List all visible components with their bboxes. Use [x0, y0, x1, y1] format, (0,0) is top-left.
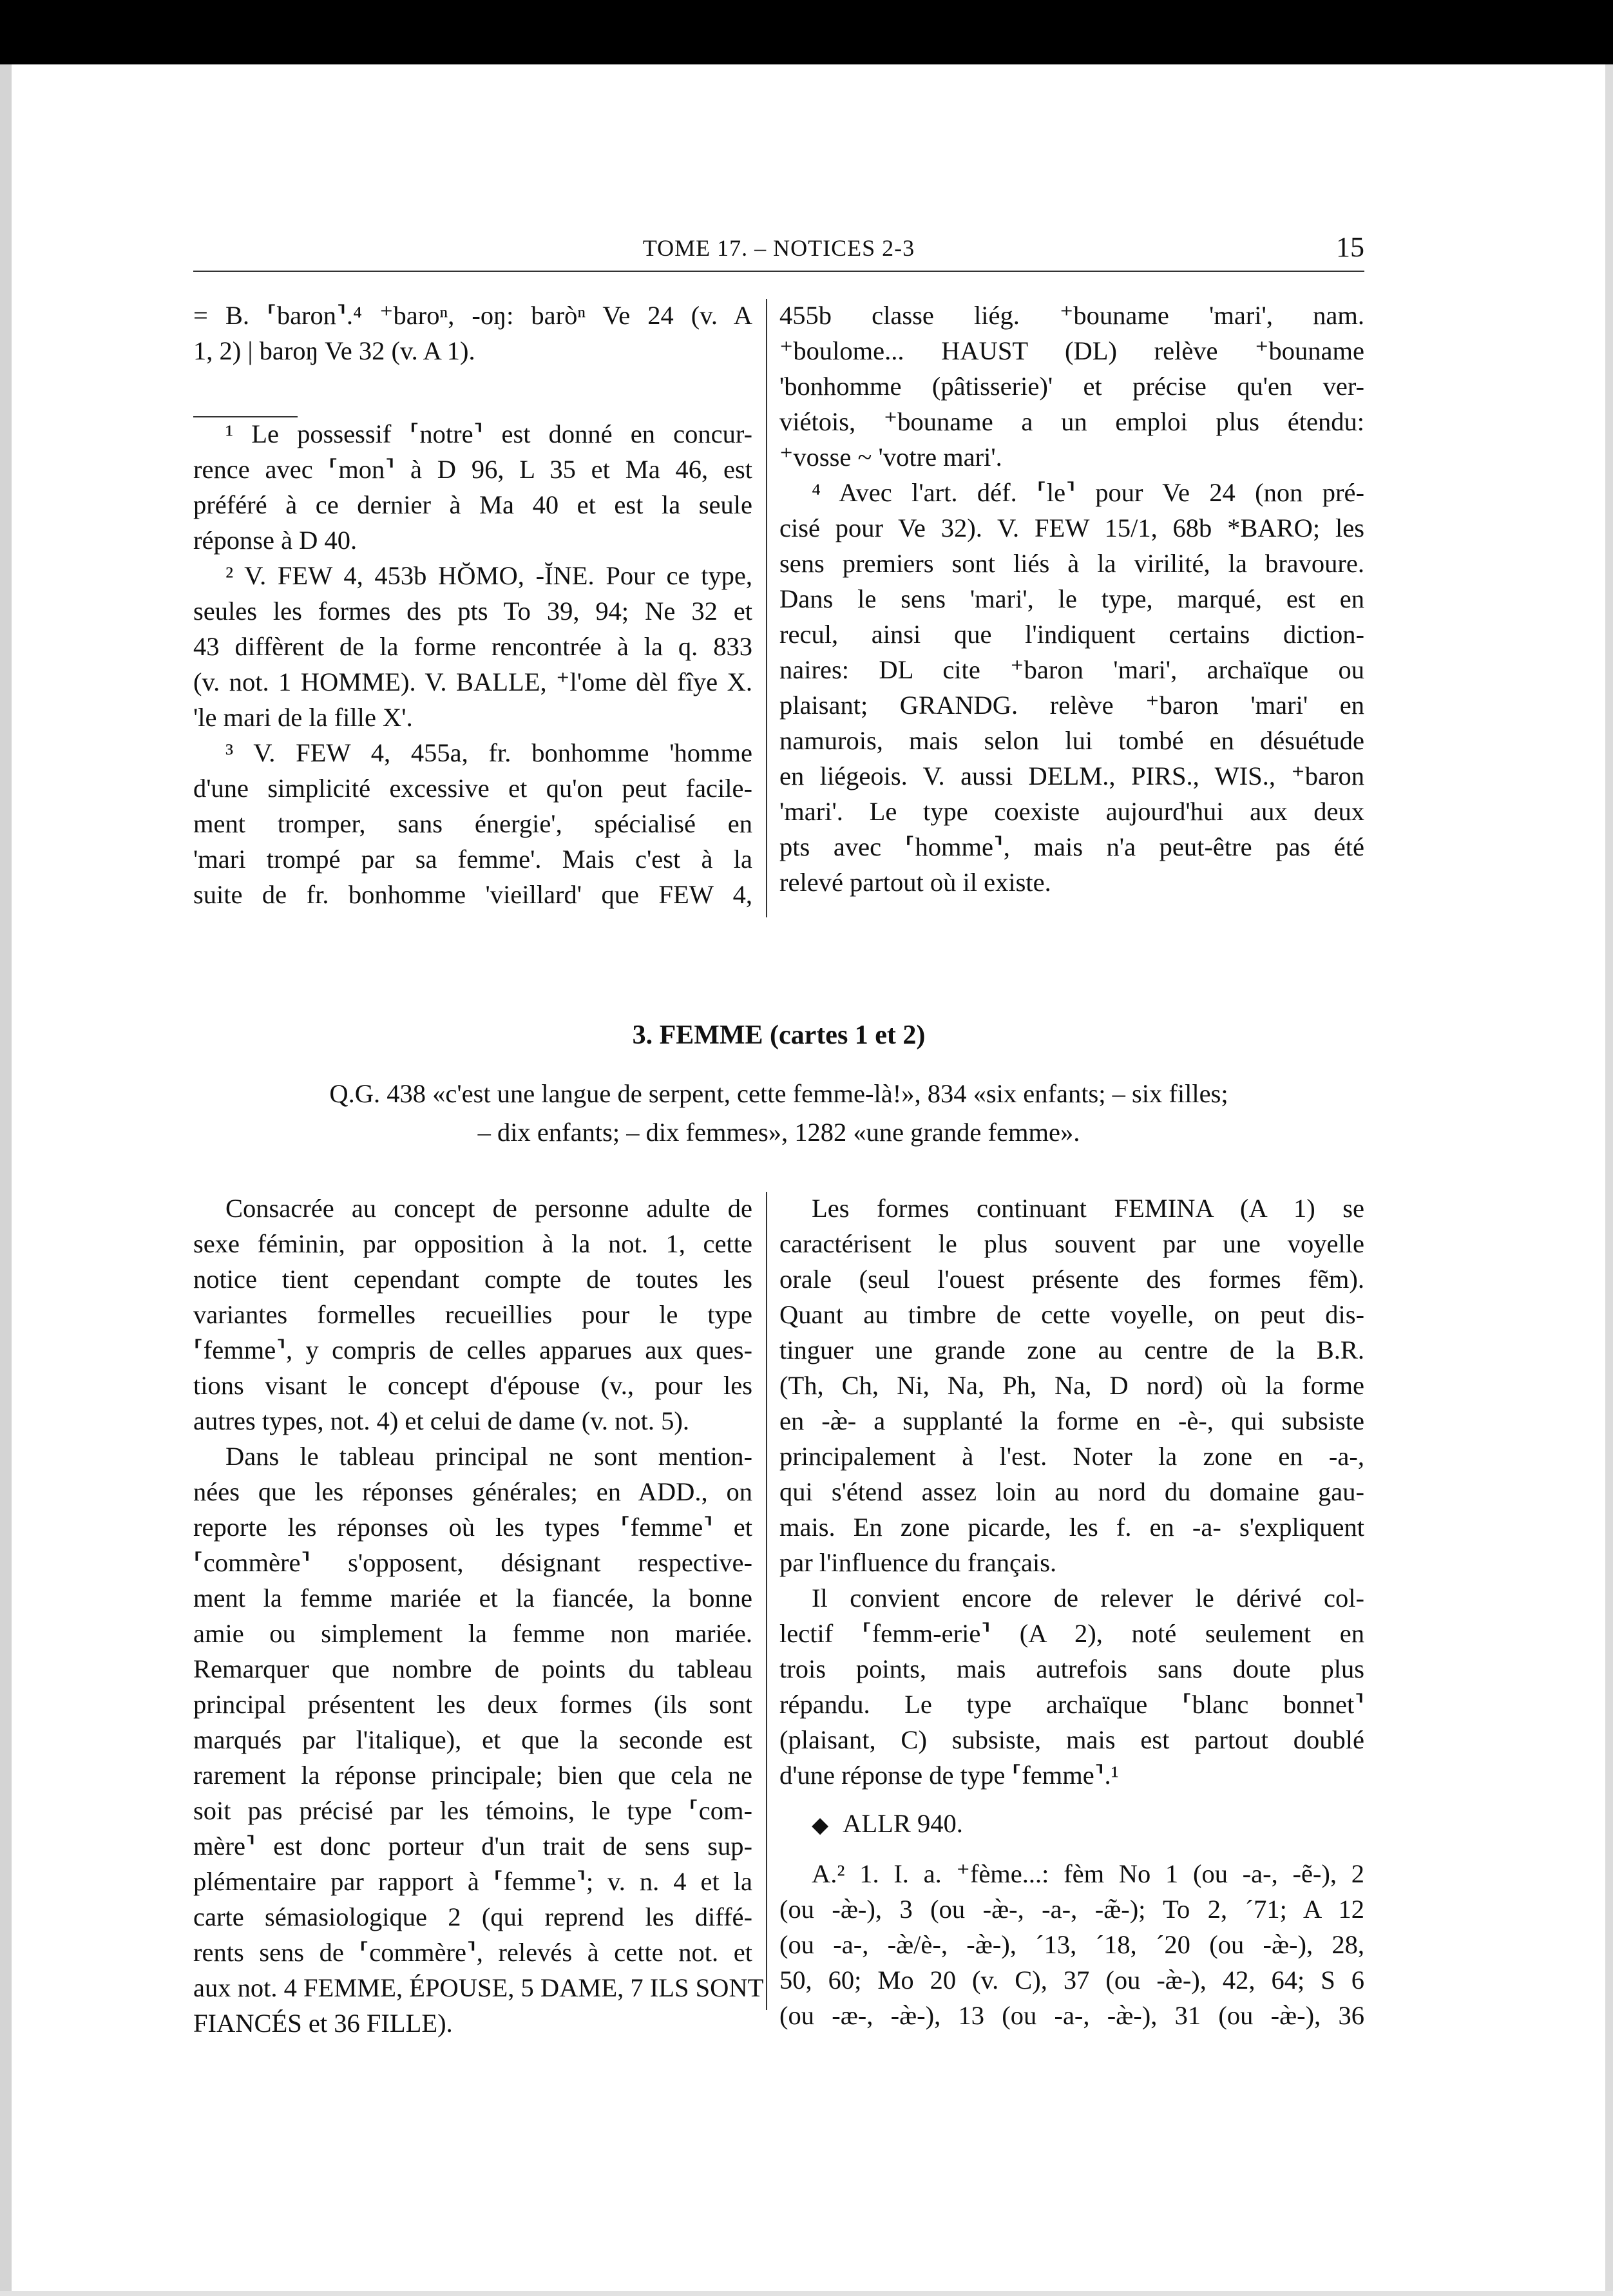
text-line: 'mari'. Le type coexiste aujourd'hui aux deux	[779, 797, 1364, 826]
text-line: ³ V. FEW 4, 455a, fr. bonhomme 'homme	[225, 738, 752, 767]
text-line: 1, 2) | baroŋ Ve 32 (v. A 1).	[193, 336, 475, 365]
text-line: en -æ̀- a supplanté la forme en -è-, qui subsiste	[779, 1406, 1364, 1435]
paragraph	[779, 1580, 1364, 1793]
text-line: mais. En zone picarde, les f. en -a- s'expliquent	[779, 1513, 1364, 1542]
text-line: = B. ⸢baron⸣.⁴ ⁺baroⁿ, -oŋ: baròⁿ Ve 24 (v. A	[193, 301, 752, 330]
text-line: sens premiers sont liés à la virilité, la bravoure.	[779, 549, 1364, 578]
text-line: namurois, mais selon lui tombé en désuétude	[779, 726, 1364, 755]
text-line: ment tromper, sans énergie', spécialisé en	[193, 809, 752, 838]
text-line: 50, 60; Mo 20 (v. C), 37 (ou -æ̀-), 42, 64; S 6	[779, 1966, 1364, 1995]
scan-top-border	[0, 0, 1613, 64]
body-left-column	[193, 1191, 764, 2041]
text-line: Consacrée au concept de personne adulte de	[225, 1194, 752, 1223]
text-line: mère⸣ est donc porteur d'un trait de sens sup-	[193, 1832, 752, 1861]
text-line: variantes formelles recueillies pour le type	[193, 1300, 752, 1329]
scan-bottom-edge	[0, 2291, 1613, 2296]
scan-left-edge	[0, 64, 12, 2296]
text-line: – dix enfants; – dix femmes», 1282 «une grande femme».	[477, 1118, 1080, 1147]
baron-entry	[193, 298, 752, 368]
page-number: 15	[1336, 231, 1364, 263]
text-line: sexe féminin, par opposition à la not. 1, cette	[193, 1229, 752, 1258]
text-line: rarement la réponse principale; bien que cela ne	[193, 1761, 752, 1790]
text-line: ⁴ Avec l'art. déf. ⸢le⸣ pour Ve 24 (non pré-	[812, 478, 1364, 507]
text-line: ⁺boulome... HAUST (DL) relève ⁺bouname	[779, 336, 1364, 365]
text-line: Q.G. 438 «c'est une langue de serpent, cette femme-là!», 834 «six enfants; – six filles;	[329, 1079, 1228, 1108]
text-line: ¹ Le possessif ⸢notre⸣ est donné en concur-	[225, 419, 752, 448]
column-divider	[766, 299, 767, 917]
text-line: notice tient cependant compte de toutes les	[193, 1265, 752, 1294]
paragraph	[779, 1191, 1364, 1580]
text-line: d'une réponse de type ⸢femme⸣.¹	[779, 1761, 1119, 1790]
text-line: (v. not. 1 HOMME). V. BALLE, ⁺l'ome dèl fîye X.	[193, 667, 752, 696]
text-line: 455b classe liég. ⁺bouname 'mari', nam.	[779, 301, 1364, 330]
text-line: A.² 1. I. a. ⁺fème...: fèm No 1 (ou -a-, -ẽ-), 2	[812, 1859, 1364, 1888]
text-line: marqués par l'italique), et que la seconde est	[193, 1725, 752, 1754]
entry-a	[779, 1856, 1364, 2033]
text-line: caractérisent le plus souvent par une voyelle	[779, 1229, 1364, 1258]
text-line: lectif ⸢femm-erie⸣ (A 2), noté seulement en	[779, 1619, 1364, 1648]
text-line: ⁺vosse ~ 'votre mari'.	[779, 443, 1002, 472]
text-line: autres types, not. 4) et celui de dame (v. not. 5).	[193, 1406, 690, 1435]
footnote-2	[193, 558, 752, 735]
paragraph	[193, 1191, 752, 1439]
scan-right-edge	[1605, 64, 1613, 2296]
text-line: qui s'étend assez loin au nord du domaine gau-	[779, 1477, 1364, 1506]
text-line: suite de fr. bonhomme 'vieillard' que FEW 4,	[193, 880, 752, 909]
text-line: plémentaire par rapport à ⸢femme⸣; v. n. 4 et la	[193, 1867, 752, 1896]
text-line: nées que les réponses générales; en ADD., on	[193, 1477, 752, 1506]
text-line: reporte les réponses où les types ⸢femme⸣ et	[193, 1513, 752, 1542]
footnote-1	[193, 416, 752, 558]
text-line: ² V. FEW 4, 453b HŎMO, -ĬNE. Pour ce type,	[225, 561, 752, 590]
section-title: 3. FEMME (cartes 1 et 2)	[632, 1020, 926, 1050]
text-line: orale (seul l'ouest présente des formes fẽm).	[779, 1265, 1364, 1294]
text-line: 'le mari de la fille X'.	[193, 703, 413, 732]
header-rule	[193, 271, 1364, 272]
text-line: (ou -æ-, -æ̀-), 13 (ou -a-, -æ̀-), 31 (ou -æ̀-), 36	[779, 2001, 1364, 2030]
text-line: principalement à l'est. Noter la zone en -a-,	[779, 1442, 1364, 1471]
text-line: carte sémasiologique 2 (qui reprend les diffé-	[193, 1902, 752, 1931]
footnote-rule	[193, 416, 298, 417]
text-line: ment la femme mariée et la fiancée, la bonne	[193, 1583, 752, 1612]
text-line: aux not. 4 FEMME, ÉPOUSE, 5 DAME, 7 ILS SONT	[193, 1973, 764, 2002]
paragraph	[193, 1439, 764, 2041]
text-line: 'bonhomme (pâtisserie)' et précise qu'en ver-	[779, 372, 1364, 401]
text-line: rents sens de ⸢commère⸣, relevés à cette not. et	[193, 1938, 752, 1967]
text-line: tions visant le concept d'épouse (v., pour les	[193, 1371, 752, 1400]
body-right-column	[779, 1191, 1364, 2033]
text-line: (ou -a-, -æ̀/è-, -æ̀-), ´13, ´18, ´20 (ou -æ̀-), 28,	[779, 1930, 1364, 1959]
text-line: en liégeois. V. aussi DELM., PIRS., WIS., ⁺baron	[779, 761, 1364, 790]
text-line: Dans le tableau principal ne sont mention-	[225, 1442, 752, 1471]
text-line: relevé partout où il existe.	[779, 868, 1051, 897]
running-title: TOME 17. – NOTICES 2-3	[642, 235, 915, 261]
allr-text: ALLR 940.	[843, 1809, 963, 1838]
text-line: par l'influence du français.	[779, 1548, 1057, 1577]
text-line: soit pas précisé par les témoins, le type ⸢com-	[193, 1796, 752, 1825]
text-line: Il convient encore de relever le dérivé col-	[812, 1583, 1364, 1612]
footnote-3-continuation	[779, 298, 1364, 475]
text-line: tinguer une grande zone au centre de la B.R.	[779, 1335, 1364, 1364]
top-right-column	[779, 298, 1364, 900]
text-line: 'mari trompé par sa femme'. Mais c'est à la	[193, 845, 752, 874]
text-line: (plaisant, C) subsiste, mais est partout doublé	[779, 1725, 1364, 1754]
text-line: naires: DL cite ⁺baron 'mari', archaïque ou	[779, 655, 1364, 684]
text-line: principal présentent les deux formes (ils sont	[193, 1690, 752, 1719]
text-line: amie ou simplement la femme non mariée.	[193, 1619, 752, 1648]
text-line: d'une simplicité excessive et qu'on peut facile-	[193, 774, 752, 803]
text-line: 43 diffèrent de la forme rencontrée à la q. 833	[193, 632, 752, 661]
text-line: pts avec ⸢homme⸣, mais n'a peut-être pas été	[779, 832, 1364, 861]
text-line: Remarquer que nombre de points du tableau	[193, 1654, 752, 1683]
text-line: réponse à D 40.	[193, 526, 358, 555]
column-divider	[766, 1192, 767, 2010]
text-line: préféré à ce dernier à Ma 40 et est la seule	[193, 490, 752, 519]
footnote-3	[193, 735, 752, 912]
text-line: ⸢commère⸣ s'opposent, désignant respective-	[193, 1548, 752, 1577]
text-line: Quant au timbre de cette voyelle, on peut dis-	[779, 1300, 1364, 1329]
text-line: rence avec ⸢mon⸣ à D 96, L 35 et Ma 46, est	[193, 455, 752, 484]
footnote-4	[779, 475, 1364, 900]
text-line: répandu. Le type archaïque ⸢blanc bonnet⸣	[779, 1690, 1364, 1719]
text-line: recul, ainsi que l'indiquent certains diction-	[779, 620, 1364, 649]
text-line: seules les formes des pts To 39, 94; Ne 32 et	[193, 597, 752, 626]
text-line: plaisant; GRANDG. relève ⁺baron 'mari' en	[779, 691, 1364, 720]
top-left-column	[193, 298, 752, 912]
text-line: cisé pour Ve 32). V. FEW 15/1, 68b *BARO; les	[779, 513, 1364, 542]
text-line: Les formes continuant FEMINA (A 1) se	[812, 1194, 1364, 1223]
allr-reference	[779, 1806, 1364, 1843]
page-header	[193, 231, 1364, 267]
section-questions	[193, 1075, 1364, 1152]
text-line: (ou -æ̀-), 3 (ou -æ̀-, -a-, -æ̃-); To 2, ´71; A 12	[779, 1895, 1364, 1924]
diamond-icon: ◆	[812, 1813, 829, 1837]
text-line: Dans le sens 'mari', le type, marqué, est en	[779, 584, 1364, 613]
text-line: trois points, mais autrefois sans doute plus	[779, 1654, 1364, 1683]
text-line: FIANCÉS et 36 FILLE).	[193, 2009, 453, 2038]
text-line: viétois, ⁺bouname a un emploi plus étendu:	[779, 407, 1364, 436]
text-line: (Th, Ch, Ni, Na, Ph, Na, D nord) où la forme	[779, 1371, 1364, 1400]
text-line: ⸢femme⸣, y compris de celles apparues aux ques-	[193, 1335, 752, 1364]
